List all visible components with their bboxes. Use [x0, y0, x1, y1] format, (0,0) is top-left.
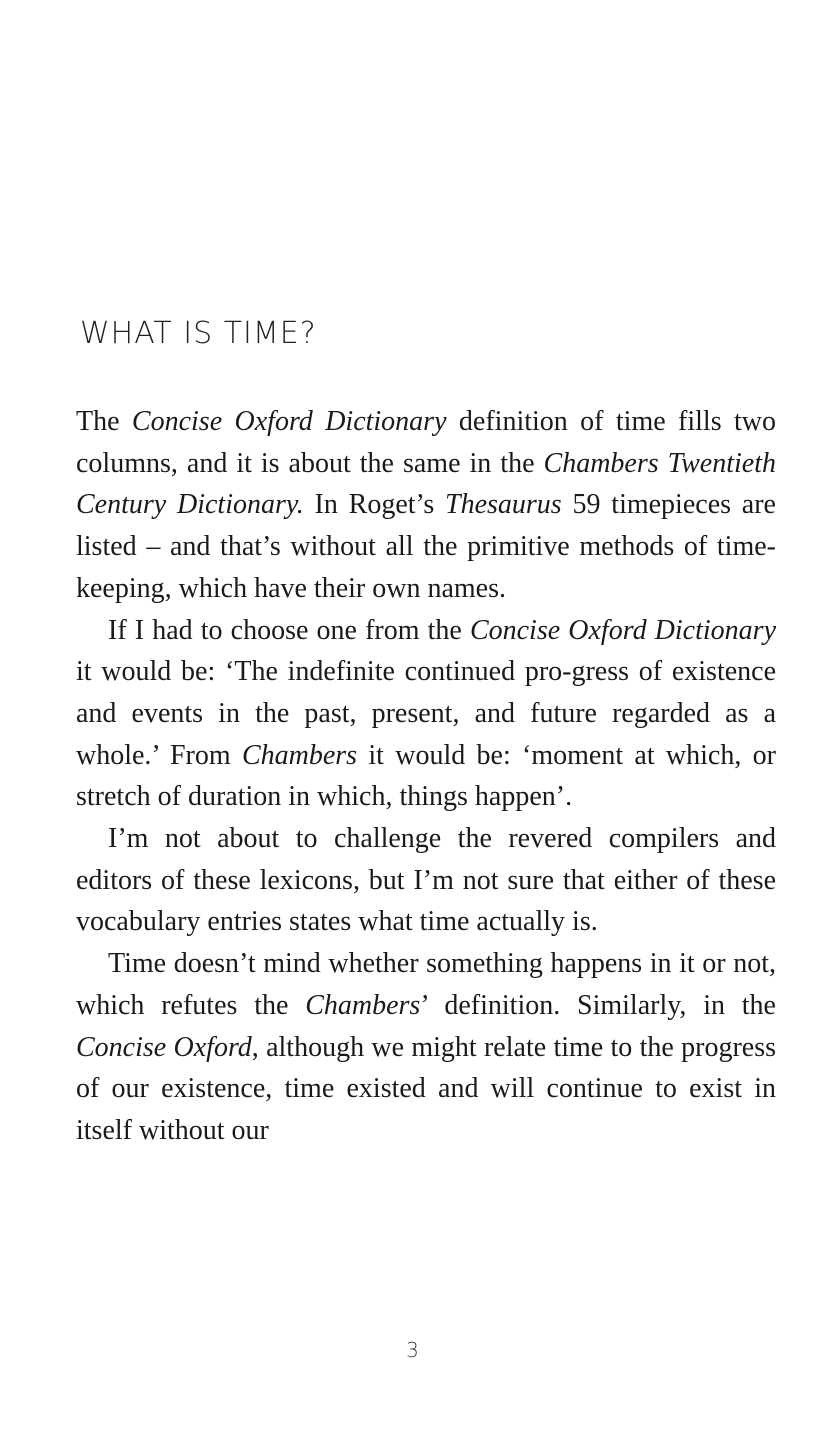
- italic-title: Chambers: [305, 989, 421, 1021]
- text-segment: I’m not about to challenge the revered compilers and editors of these lexicons, but I’m not sure that either of these vocabulary entries states what time actually is.: [76, 823, 776, 938]
- italic-title: Chambers: [241, 739, 358, 771]
- text-segment: 59 timepieces are listed – and that’s without all the primitive methods of time-keeping, which have their own names.: [76, 489, 776, 604]
- text-segment: In Roget’s: [303, 489, 446, 521]
- text-segment: ’ definition. Similarly, in the: [420, 989, 776, 1021]
- text-segment: Time doesn’t mind whether something happens in it or not, which refutes the: [76, 948, 776, 1021]
- italic-title: Concise Oxford Dictionary: [131, 406, 447, 437]
- italic-title: Concise Oxford: [76, 1031, 252, 1063]
- text-segment: If I had to choose one from the: [108, 614, 470, 646]
- text-segment: The: [76, 406, 132, 437]
- text-segment: , although we might relate time to the progress of our existence, time existed and will continue to exist in itself without our: [76, 1031, 776, 1146]
- paragraph: [76, 943, 776, 1152]
- paragraph: [76, 610, 776, 819]
- chapter-heading: WHAT IS TIME?: [80, 316, 317, 351]
- text-segment: it would be: ‘moment at which, or stretch of duration in which, things happen’.: [76, 739, 776, 813]
- italic-title: Concise Oxford Dictionary: [469, 614, 776, 646]
- page-number: 3: [406, 1338, 419, 1362]
- italic-title: Thesaurus: [445, 489, 562, 521]
- italic-title: Chambers Twentieth Century Dictionary.: [76, 447, 776, 521]
- paragraph: [76, 818, 776, 943]
- text-segment: it would be: ‘The indefinite continued pro-gress of existence and events in the past, present, and future regarded as a whole.’ From: [76, 656, 776, 771]
- body-text: [76, 401, 776, 1152]
- paragraph: [76, 401, 776, 610]
- text-segment: definition of time fills two columns, and it is about the same in the: [76, 406, 776, 479]
